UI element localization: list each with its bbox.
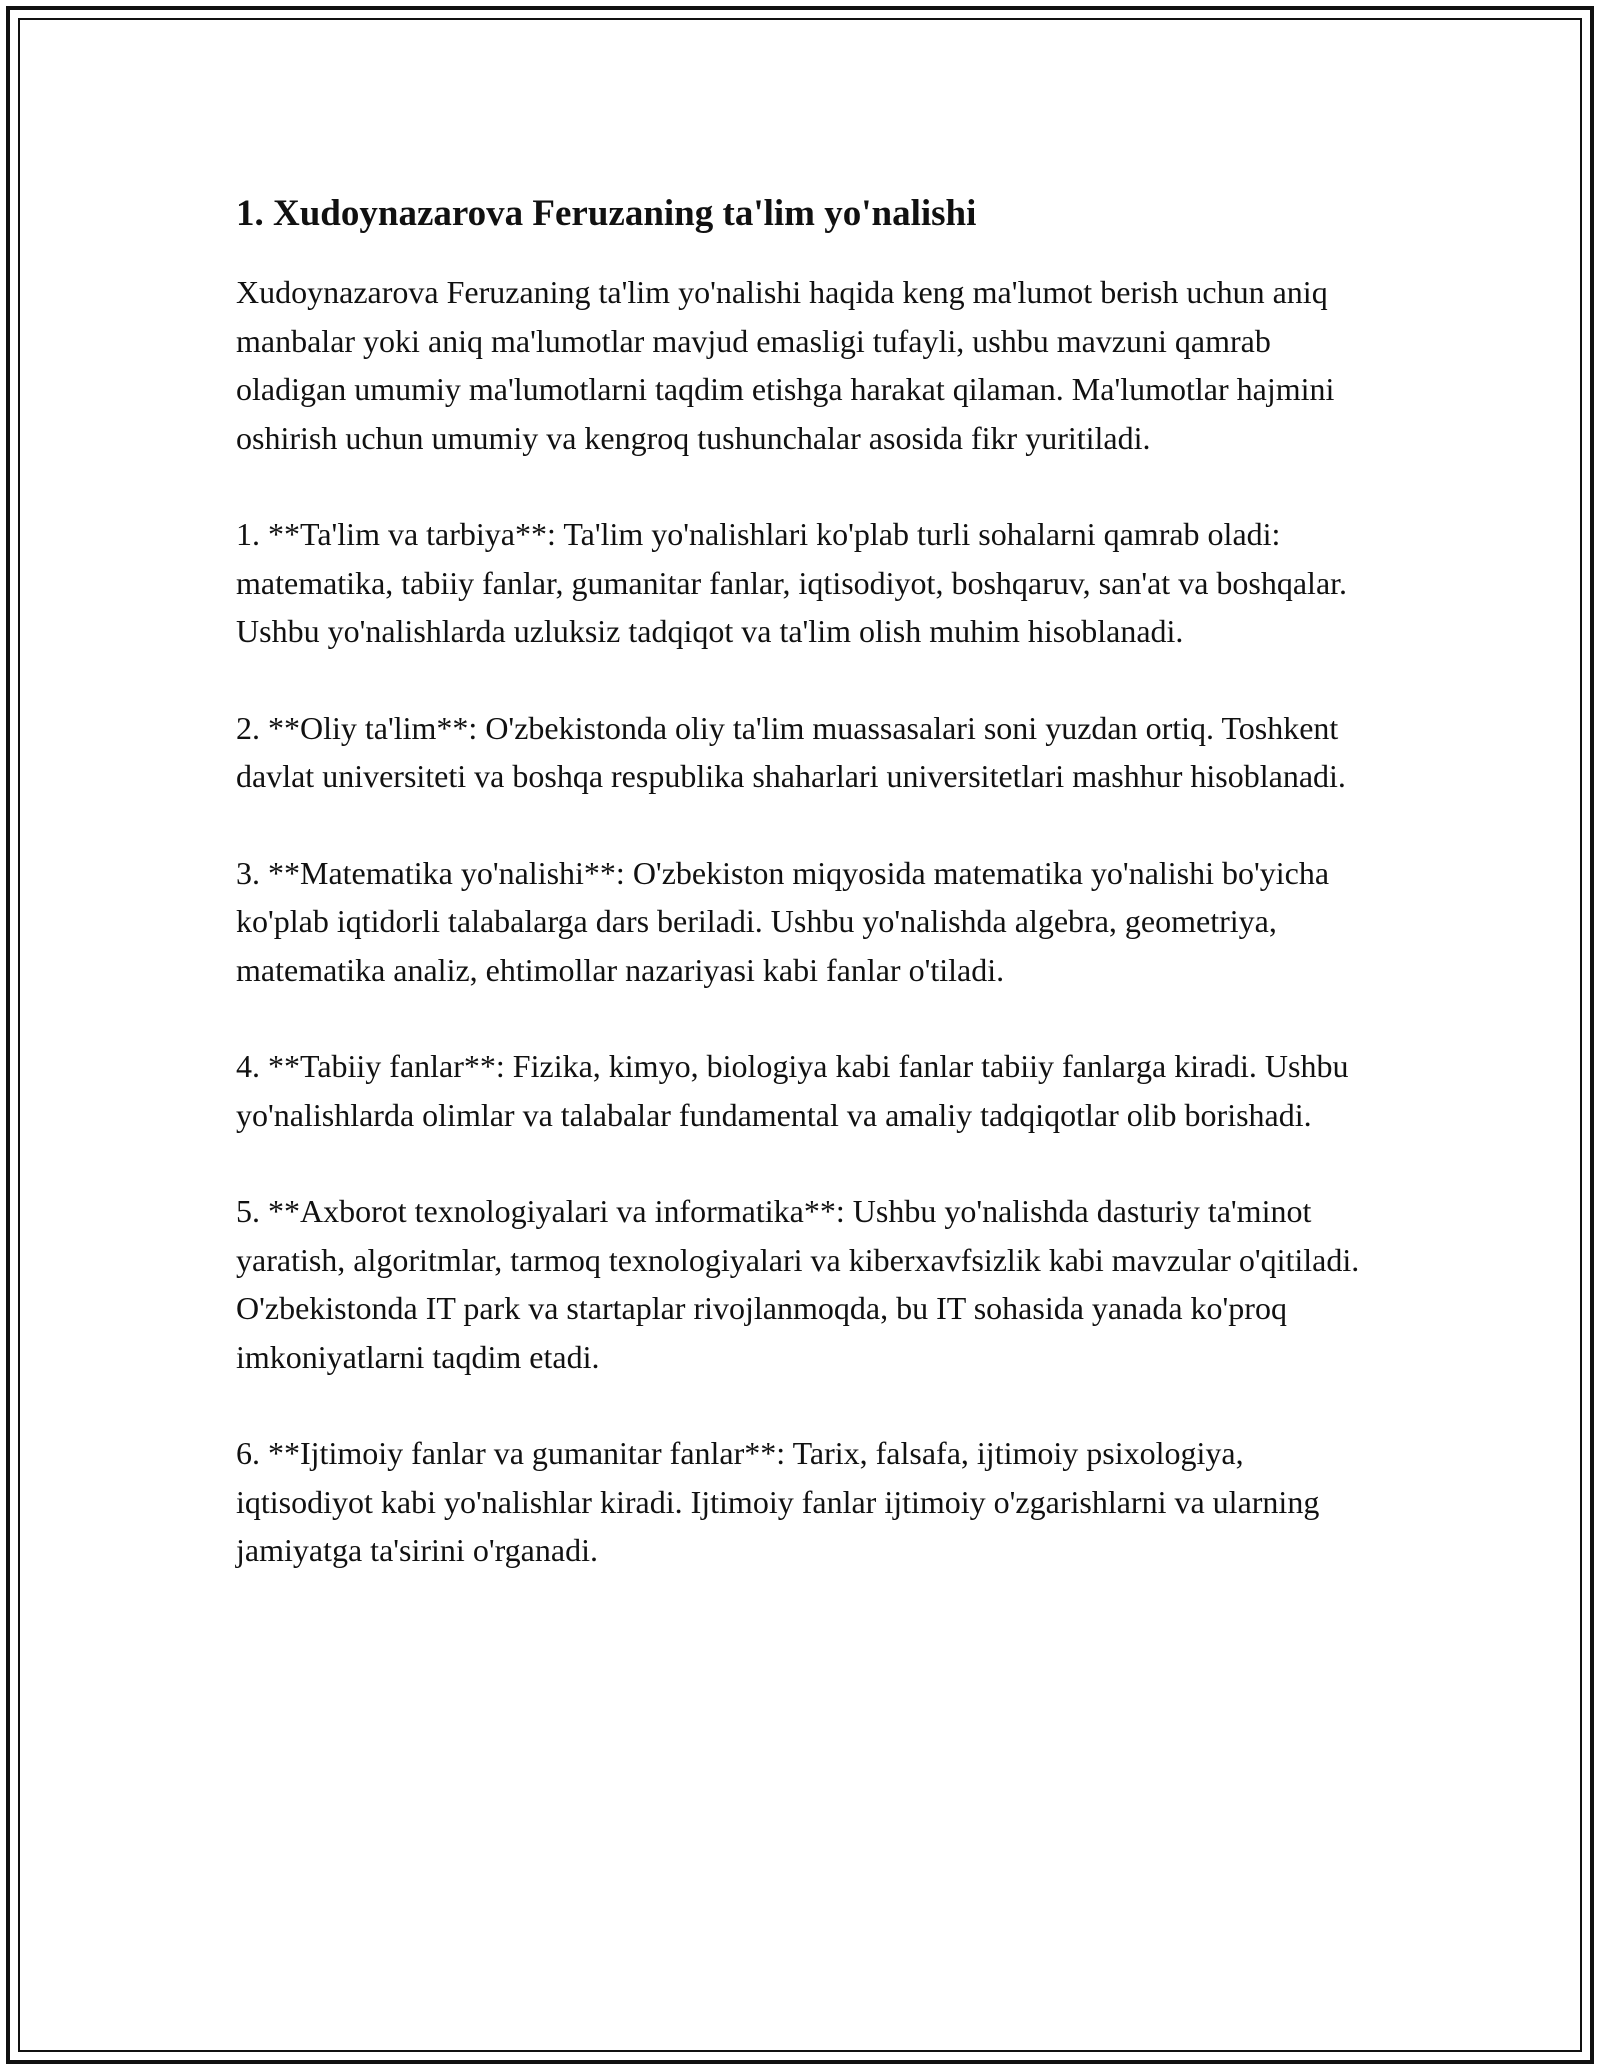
paragraph-oliy-talim: 2. **Oliy ta'lim**: O'zbekistonda oliy ta'lim muassasalari soni yuzdan ortiq. Toshkent davlat universiteti va boshqa respublika shaharlari universitetlari mashhur hisoblanadi.	[236, 709, 1346, 794]
intro-paragraph: Xudoynazarova Feruzaning ta'lim yo'nalishi haqida keng ma'lumot berish uchun aniq manbalar yoki aniq ma'lumotlar mavjud emasligi tufayli, ushbu mavzuni qamrab oladigan umumiy ma'lumotlarni taqdim etishga harakat qilaman. Ma'lumotlar hajmini oshirish uchun umumiy va kengroq tushunchalar asosida fikr yuritiladi.	[236, 274, 1335, 456]
paragraph-matematika: 3. **Matematika yo'nalishi**: O'zbekiston miqyosida matematika yo'nalishi bo'yicha ko'plab iqtidorli talabalarga dars beriladi. Ushbu yo'nalishda algebra, geometriya, matematika analiz, ehtimollar nazariyasi kabi fanlar o'tiladi.	[236, 854, 1330, 988]
paragraph-talim-va-tarbiya: 1. **Ta'lim va tarbiya**: Ta'lim yo'nalishlari ko'plab turli sohalarni qamrab oladi: matematika, tabiiy fanlar, gumanitar fanlar, iqtisodiyot, boshqaruv, san'at va boshqalar. Ushbu yo'nalishlarda uzluksiz tadqiqot va ta'lim olish muhim hisoblanadi.	[236, 516, 1348, 649]
paragraph-ijtimoiy-fanlar: 6. **Ijtimoiy fanlar va gumanitar fanlar**: Tarix, falsafa, ijtimoiy psixologiya, iqtisodiyot kabi yo'nalishlar kiradi. Ijtimoiy fanlar ijtimoiy o'zgarishlarni va ularning jamiyatga ta'sirini o'rganadi.	[236, 1435, 1320, 1568]
document-title: 1. Xudoynazarova Feruzaning ta'lim yo'nalishi	[236, 193, 977, 234]
paragraph-tabiiy-fanlar: 4. **Tabiiy fanlar**: Fizika, kimyo, biologiya kabi fanlar tabiiy fanlarga kiradi. Ushbu yo'nalishlarda olimlar va talabalar fundamental va amaliy tadqiqotlar olib borishadi.	[236, 1048, 1349, 1133]
paragraph-axborot-texnologiyalari: 5. **Axborot texnologiyalari va informatika**: Ushbu yo'nalishda dasturiy ta'minot yaratish, algoritmlar, tarmoq texnologiyalari va kiberxavfsizlik kabi mavzular o'qitiladi. O'zbekistonda IT park va startaplar rivojlanmoqda, bu IT sohasida yanada ko'proq imkoniyatlarni taqdim etadi.	[236, 1193, 1360, 1375]
document-body	[236, 188, 1386, 1623]
